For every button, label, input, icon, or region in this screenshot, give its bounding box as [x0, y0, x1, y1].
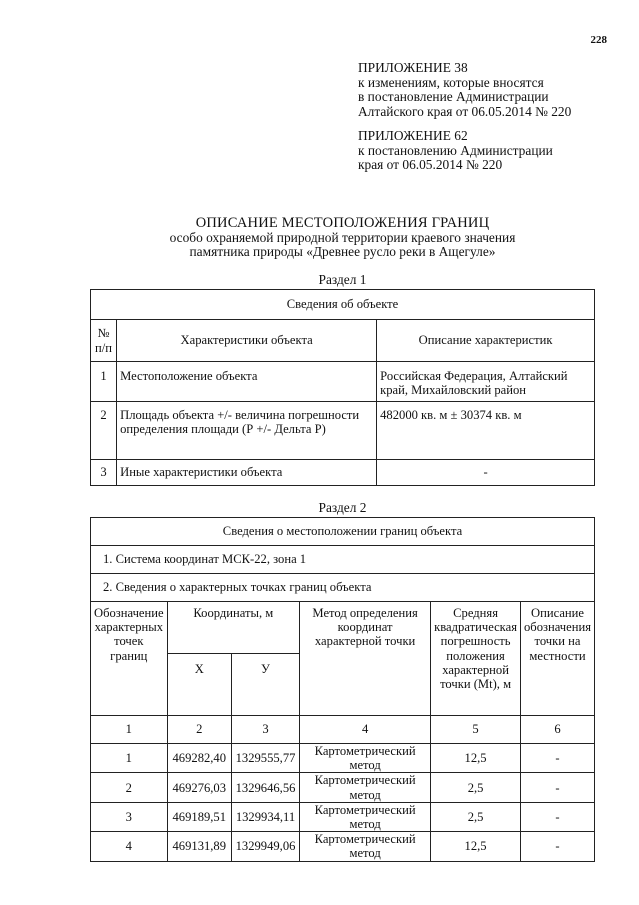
- annex-38-line: к изменениям, которые вносятся: [358, 74, 544, 90]
- point-mt: 2,5: [431, 802, 521, 831]
- table-row: [91, 832, 595, 861]
- point-description: -: [520, 773, 594, 802]
- column-number: 2: [167, 716, 231, 744]
- header-error: Средняя квадратическая погрешность положения характерной точки (Mt), м: [431, 602, 521, 716]
- point-x: 469189,51: [167, 802, 231, 831]
- boundary-caption: Сведения о местоположении границ объекта: [91, 518, 595, 546]
- table-row: [91, 744, 595, 773]
- header-x: X: [167, 654, 231, 716]
- annex-62-title: ПРИЛОЖЕНИЕ 62: [358, 128, 468, 143]
- annex-62-block: [358, 129, 618, 173]
- header-number: № п/п: [91, 320, 117, 362]
- point-id: 4: [91, 832, 168, 861]
- object-info-caption: Сведения об объекте: [91, 290, 595, 320]
- row-value: Российская Федерация, Алтайский край, Михайловский район: [377, 362, 595, 402]
- column-number: 1: [91, 716, 168, 744]
- point-y: 1329934,11: [231, 802, 299, 831]
- header-y: У: [231, 654, 299, 716]
- point-method: Картометрический метод: [300, 832, 431, 861]
- point-id: 2: [91, 773, 168, 802]
- point-id: 3: [91, 802, 168, 831]
- column-number: 4: [300, 716, 431, 744]
- point-y: 1329646,56: [231, 773, 299, 802]
- point-y: 1329949,06: [231, 832, 299, 861]
- table-row: [91, 362, 595, 402]
- document-title: [90, 216, 595, 260]
- header-coordinates: Координаты, м: [167, 602, 299, 654]
- boundary-points-table: [90, 517, 595, 862]
- document-title-main: ОПИСАНИЕ МЕСТОПОЛОЖЕНИЯ ГРАНИЦ: [195, 215, 490, 231]
- point-mt: 12,5: [431, 744, 521, 773]
- point-mt: 12,5: [431, 832, 521, 861]
- table-row: [91, 802, 595, 831]
- document-title-sub: особо охраняемой природной территории краевого значения: [169, 229, 516, 245]
- point-description: -: [520, 802, 594, 831]
- point-method: Картометрический метод: [300, 744, 431, 773]
- annex-62-line: края от 06.05.2014 № 220: [358, 157, 503, 173]
- annex-38-title: ПРИЛОЖЕНИЕ 38: [358, 60, 468, 75]
- annex-38-line: в постановление Администрации: [358, 89, 549, 105]
- table-row: [91, 773, 595, 802]
- object-info-table: [90, 289, 595, 486]
- point-description: -: [520, 832, 594, 861]
- row-characteristic: Местоположение объекта: [117, 362, 377, 402]
- row-number: 2: [91, 402, 117, 460]
- column-number: 5: [431, 716, 521, 744]
- section-1-label: Раздел 1: [318, 272, 367, 287]
- row-value: -: [377, 460, 595, 486]
- document-title-sub: памятника природы «Древнее русло реки в Ащегуле»: [189, 244, 496, 260]
- row-number: 3: [91, 460, 117, 486]
- table-row: [91, 460, 595, 486]
- point-id: 1: [91, 744, 168, 773]
- points-info-subtitle: 2. Сведения о характерных точках границ объекта: [91, 574, 595, 602]
- point-x: 469131,89: [167, 832, 231, 861]
- header-method: Метод определения координат характерной точки: [300, 602, 431, 716]
- point-method: Картометрический метод: [300, 802, 431, 831]
- column-number: 6: [520, 716, 594, 744]
- column-number: 3: [231, 716, 299, 744]
- point-y: 1329555,77: [231, 744, 299, 773]
- annex-62-line: к постановлению Администрации: [358, 142, 553, 158]
- coordinate-system: 1. Система координат МСК-22, зона 1: [91, 546, 595, 574]
- section-2-label: Раздел 2: [318, 500, 367, 515]
- header-description: Описание характеристик: [377, 320, 595, 362]
- point-method: Картометрический метод: [300, 773, 431, 802]
- row-characteristic: Иные характеристики объекта: [117, 460, 377, 486]
- header-point-description: Описание обозначения точки на местности: [520, 602, 594, 716]
- header-characteristics: Характеристики объекта: [117, 320, 377, 362]
- point-mt: 2,5: [431, 773, 521, 802]
- row-characteristic: Площадь объекта +/- величина погрешности определения площади (Р +/- Дельта Р): [117, 402, 377, 460]
- row-number: 1: [91, 362, 117, 402]
- table-row: [91, 402, 595, 460]
- annex-38-line: Алтайского края от 06.05.2014 № 220: [358, 103, 572, 119]
- point-description: -: [520, 744, 594, 773]
- annex-38-block: [358, 61, 618, 119]
- header-designation: Обозначение характерных точек границ: [91, 602, 168, 716]
- point-x: 469276,03: [167, 773, 231, 802]
- point-x: 469282,40: [167, 744, 231, 773]
- page-number: 228: [590, 34, 607, 46]
- row-value: 482000 кв. м ± 30374 кв. м: [377, 402, 595, 460]
